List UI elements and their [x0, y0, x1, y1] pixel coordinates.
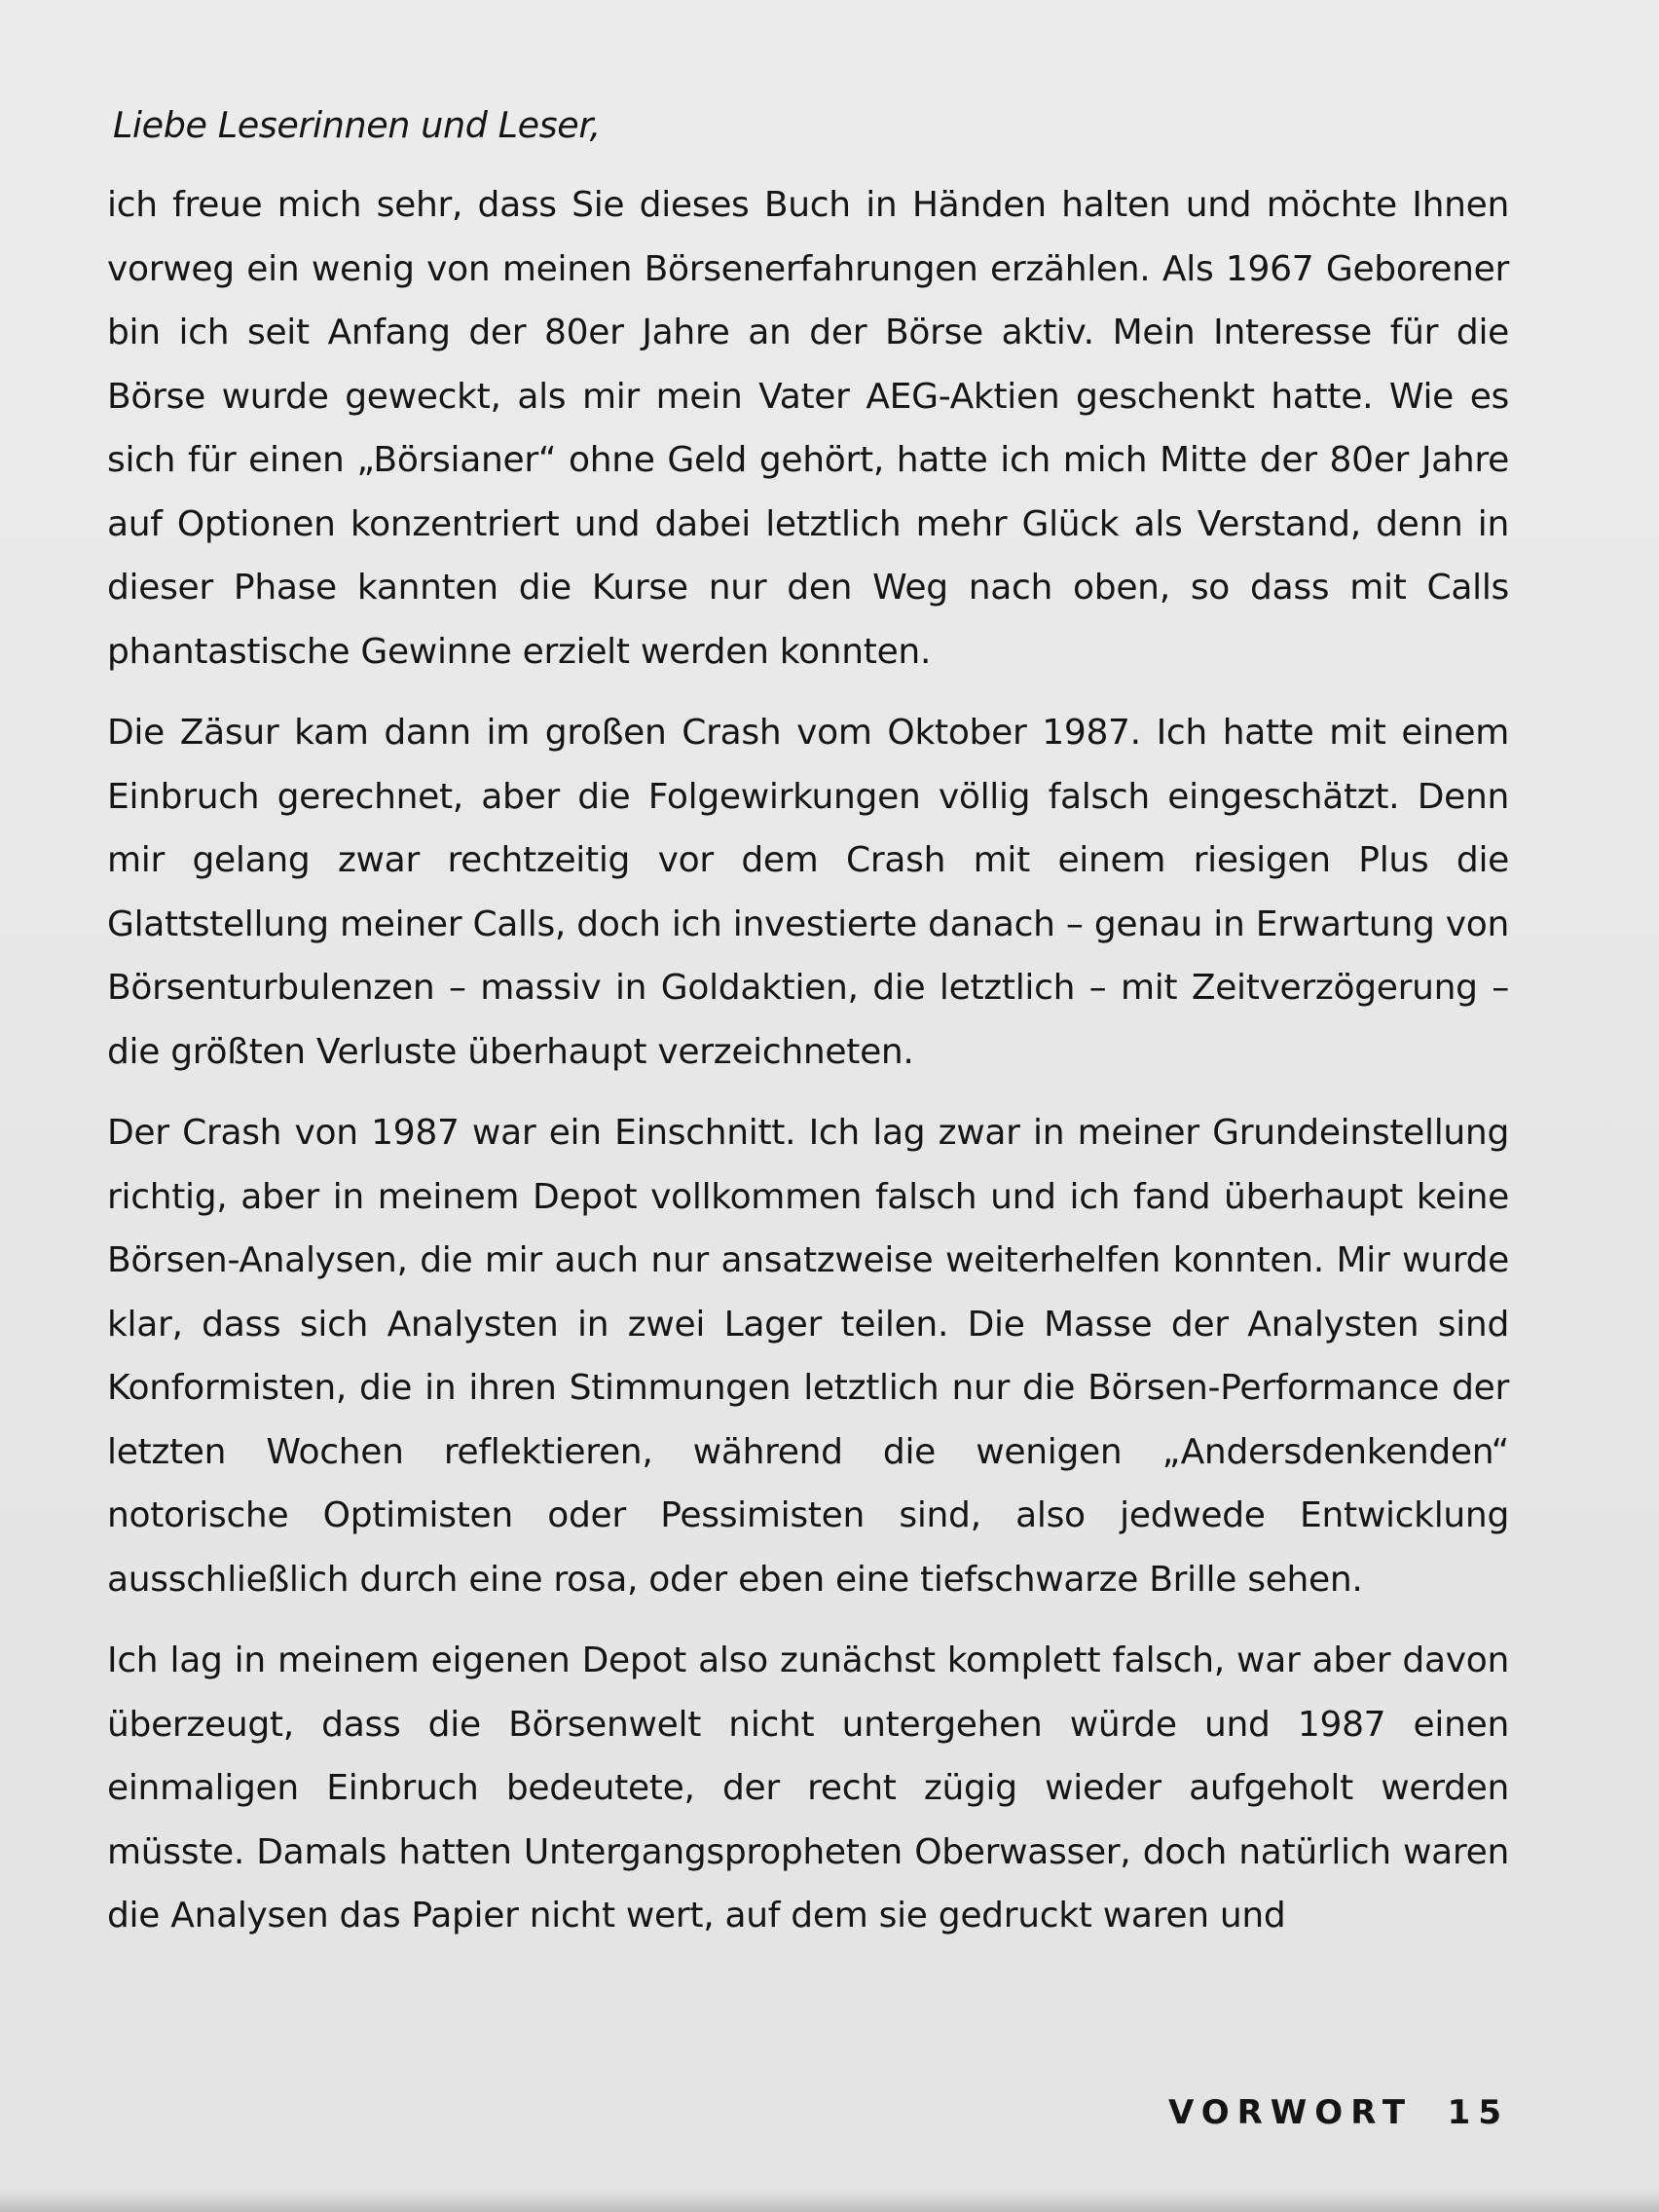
- page-number: 15: [1447, 2093, 1509, 2132]
- paragraph-4: Ich lag in meinem eigenen Depot also zunächst komplett falsch, war aber davon überzeugt, dass die Börsenwelt nicht untergehen würde und 1987 einen einmaligen Einbruch bedeutete, der recht zügig wieder aufgeholt werden müsste. Damals hatten Untergangspropheten Oberwasser, doch natürlich waren die Analysen das Papier nicht wert, auf dem sie gedruckt waren und: [107, 1641, 1509, 1936]
- section-title: VORWORT: [1168, 2093, 1414, 2132]
- page-footer: [1168, 2093, 1509, 2142]
- page-bottom-shadow: [0, 2191, 1659, 2212]
- salutation: Liebe Leserinnen und Leser,: [113, 104, 601, 146]
- paragraph-3: Der Crash von 1987 war ein Einschnitt. Ich lag zwar in meiner Grundeinstellung richtig, aber in meinem Depot vollkommen falsch und ich fand überhaupt keine Börsen-Analysen, die mir auch nur ansatzweise weiterhelfen konnten. Mir wurde klar, dass sich Analysten in zwei Lager teilen. Die Masse der Analysten sind Konformisten, die in ihren Stimmungen letztlich nur die Börsen-Performance der letzten Wochen reflektieren, während die wenigen „Andersdenkenden“ notorische Optimisten oder Pessimisten sind, also jedwede Entwicklung ausschließlich durch eine rosa, oder eben eine tiefschwarze Brille sehen.: [107, 1113, 1509, 1600]
- page-body: [107, 93, 1509, 1966]
- paragraph-2: Die Zäsur kam dann im großen Crash vom Oktober 1987. Ich hatte mit einem Einbruch gerechnet, aber die Folgewirkungen völlig falsch eingeschätzt. Denn mir gelang zwar rechtzeitig vor dem Crash mit einem riesigen Plus die Glattstellung meiner Calls, doch ich investierte danach – genau in Erwartung von Börsenturbulenzen – massiv in Goldaktien, die letztlich – mit Zeitverzögerung – die größten Verluste überhaupt verzeichneten.: [107, 713, 1509, 1072]
- paragraph-1: ich freue mich sehr, dass Sie dieses Buch in Händen halten und möchte Ihnen vorweg ein wenig von meinen Börsenerfahrungen erzählen. Als 1967 Geborener bin ich seit Anfang der 80er Jahre an der Börse aktiv. Mein Interesse für die Börse wurde geweckt, als mir mein Vater AEG-Aktien geschenkt hatte. Wie es sich für einen „Börsianer“ ohne Geld gehört, hatte ich mich Mitte der 80er Jahre auf Optionen konzentriert und dabei letztlich mehr Glück als Verstand, denn in dieser Phase kannten die Kurse nur den Weg nach oben, so dass mit Calls phantastische Gewinne erzielt werden konnten.: [107, 185, 1509, 672]
